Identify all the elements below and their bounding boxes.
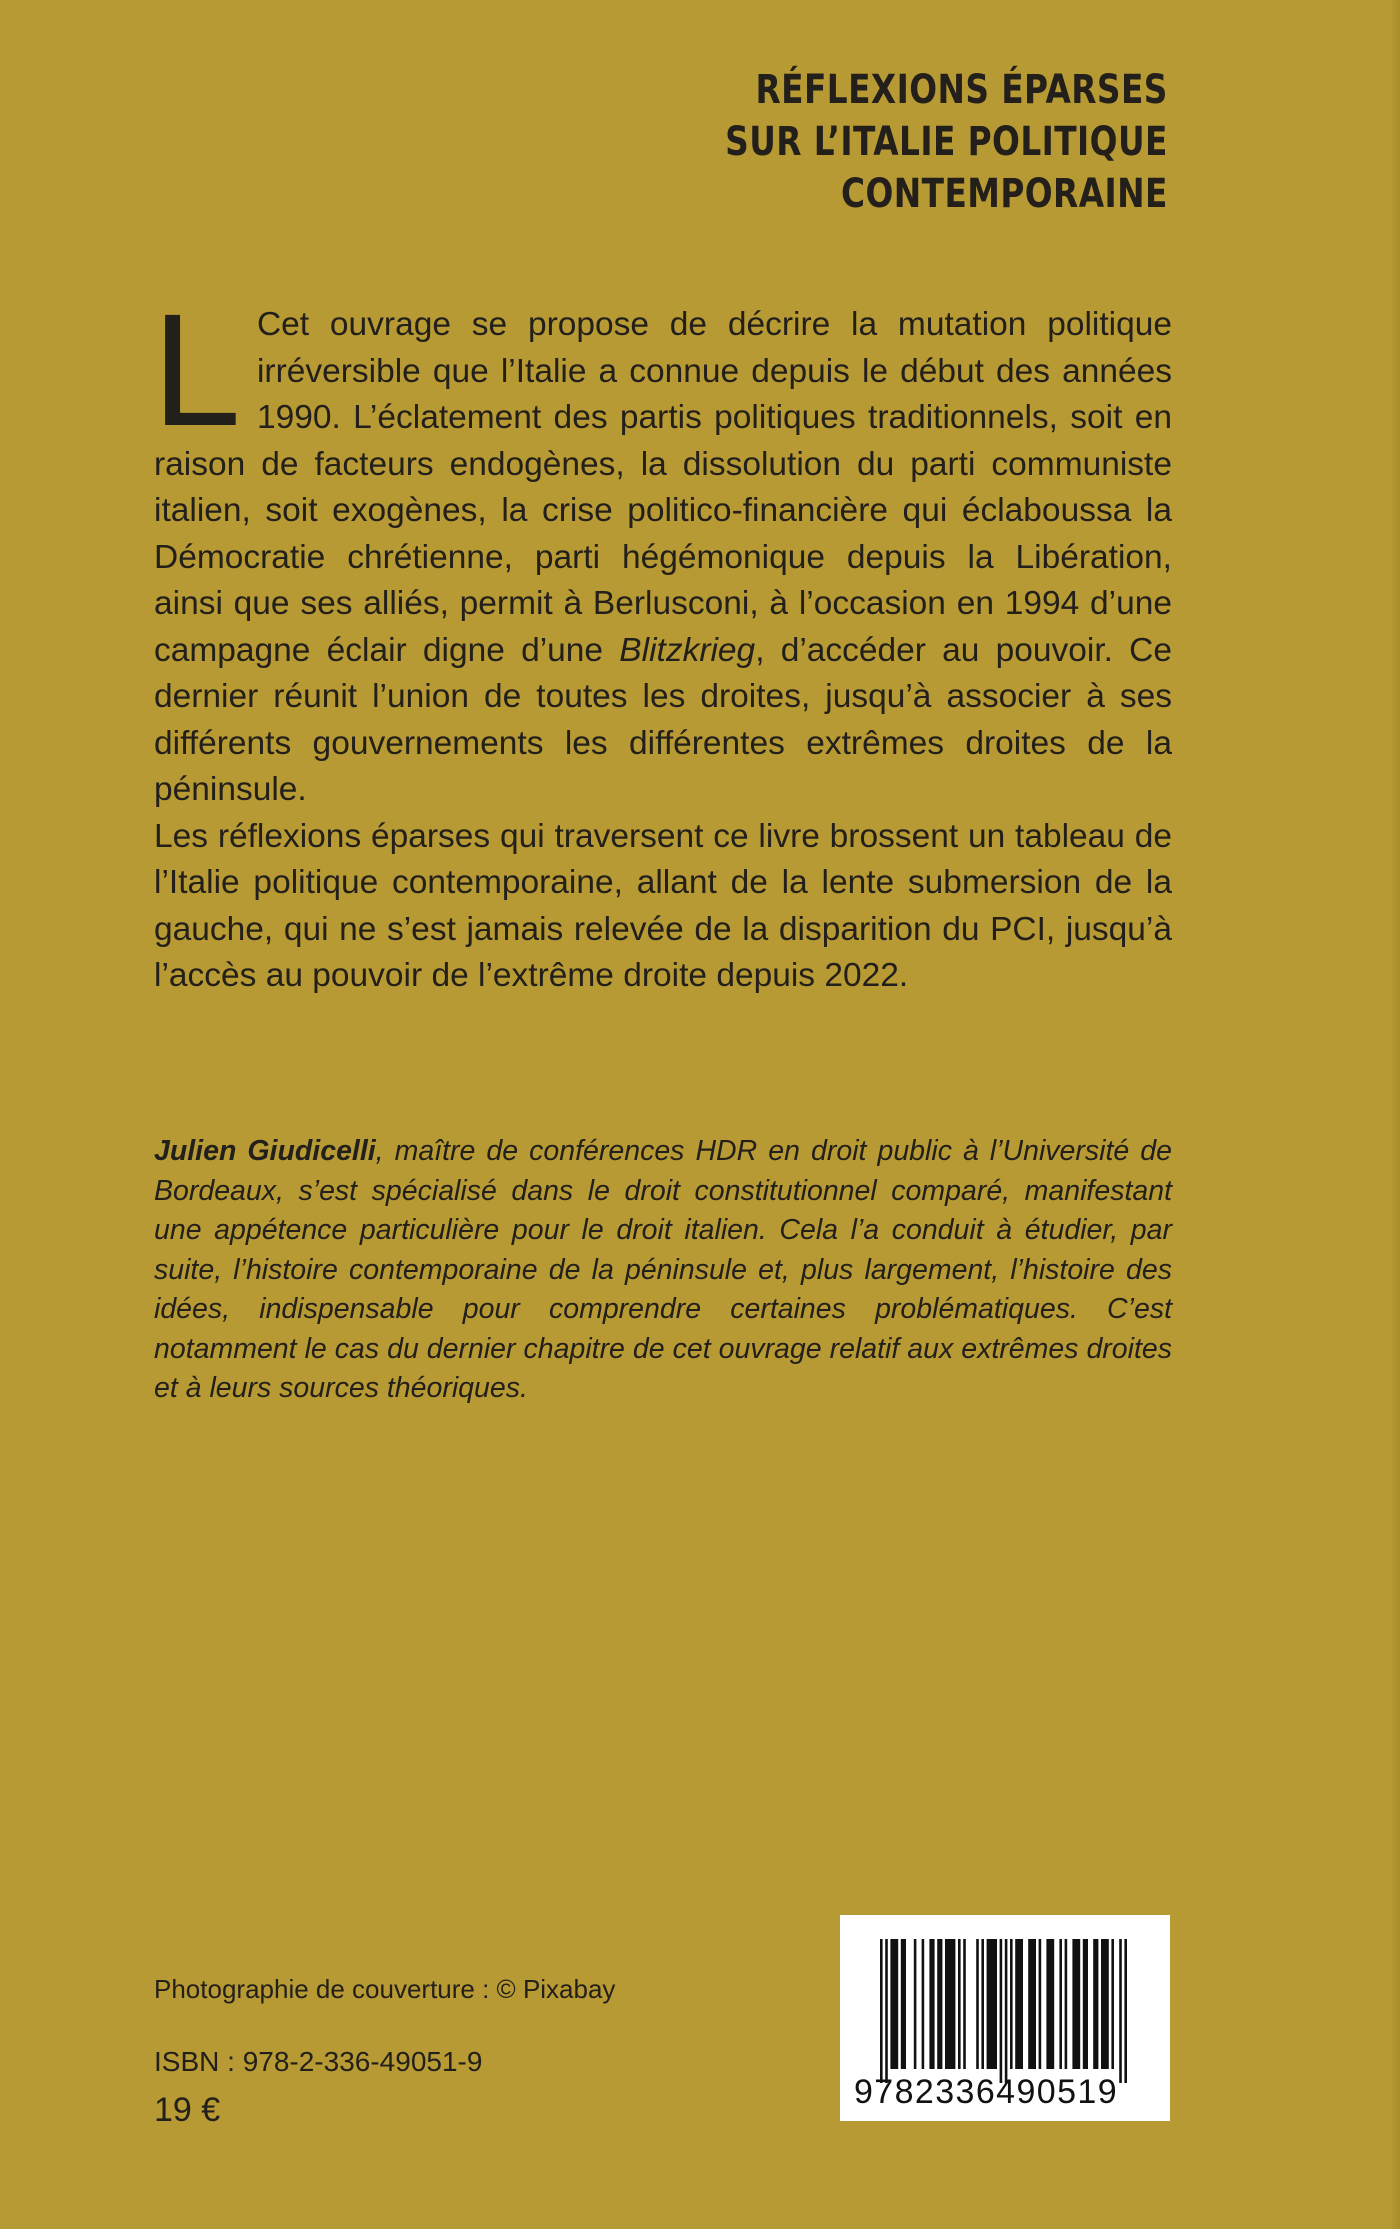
drop-cap: L: [152, 280, 241, 459]
barcode-bar: [1046, 1939, 1054, 2069]
barcode-bar: [1015, 1939, 1023, 2069]
barcode-bar: [1028, 1939, 1036, 2069]
author-bio: [154, 1132, 1172, 1409]
barcode-bar: [1093, 1939, 1098, 2069]
isbn: ISBN : 978-2-336-49051-9: [154, 2046, 483, 2077]
barcode-bar: [914, 1939, 917, 2069]
abstract-text-1: Cet ouvrage se propose de décrire la mutation politique irréversible que l’Italie a connue depuis le début des années 1990. L’éclatement des partis politiques traditionnels, soit en raison de facteurs endogènes, la dissolution du parti communiste italien, soit exogènes, la crise politico-financière qui éclaboussa la Démocratie chrétienne, parti hégémonique depuis la Libération, ainsi que ses alliés, permit à Berlusconi, à l’occasion en 1994 d’une campagne éclair digne d’une: [154, 306, 1172, 669]
author-name: Julien Giudicelli: [154, 1135, 376, 1167]
abstract-paragraph-1: [152, 280, 1172, 814]
barcode-guard-bar: [1124, 1939, 1127, 2083]
barcode-bar: [1010, 1939, 1013, 2069]
barcode-bar: [958, 1939, 961, 2069]
title-line-3: CONTEMPORAINE: [841, 171, 1168, 217]
barcode-bar: [963, 1939, 966, 2069]
barcode-bar: [929, 1939, 934, 2069]
barcode-bar: [1072, 1939, 1080, 2069]
barcode-bar: [1039, 1939, 1042, 2069]
barcode-bar: [901, 1939, 906, 2069]
abstract-italic-term: Blitzkrieg: [619, 631, 756, 669]
abstract-paragraph-2: Les réflexions éparses qui traversent ce livre brossent un tableau de l’Italie politique contemporaine, allant de la lente submersion de la gauche, qui ne s’est jamais relevée de la disparition du PCI, jusqu’à l’accès au pouvoir de l’extrême droite depuis 2022.: [154, 817, 1172, 994]
barcode-bar: [1083, 1939, 1088, 2069]
barcode-bar: [1101, 1939, 1109, 2069]
barcode-guard-bar: [880, 1939, 883, 2083]
barcode-bar: [890, 1939, 898, 2069]
price: 19 €: [154, 2091, 221, 2129]
barcode-bar: [1065, 1939, 1068, 2069]
barcode-bar: [987, 1939, 997, 2069]
barcode-guard-bar: [1119, 1939, 1122, 2083]
abstract: [152, 280, 1172, 1000]
title-line-2: SUR L’ITALIE POLITIQUE: [725, 119, 1168, 165]
book-title: [725, 64, 1168, 220]
barcode: [840, 1915, 1170, 2121]
barcode-guard-bar: [885, 1939, 888, 2083]
barcode-guard-bar: [1005, 1939, 1008, 2083]
barcode-bar: [937, 1939, 942, 2069]
barcode-bar: [976, 1939, 979, 2069]
barcode-digits: 9782336490519: [854, 2073, 1119, 2111]
author-bio-text: , maître de conférences HDR en droit public à l’Université de Bordeaux, s’est spécialisé dans le droit constitutionnel comparé, manifestant une appétence particulière pour le droit italien. Cela l’a conduit à étudier, par suite, l’histoire contemporaine de la péninsule et, plus largement, l’histoire des idées, indispensable pour comprendre certaines problématiques. C’est notamment le cas du dernier chapitre de cet ouvrage relatif aux extrêmes droites et à leurs sources théoriques.: [154, 1135, 1172, 1404]
barcode-bar: [1059, 1939, 1062, 2069]
cover-edge: [1392, 0, 1400, 2229]
barcode-guard-bar: [1000, 1939, 1003, 2083]
title-line-1: RÉFLEXIONS ÉPARSES: [755, 67, 1168, 113]
barcode-bar: [922, 1939, 925, 2069]
barcode-bar: [945, 1939, 955, 2069]
barcode-bar: [1111, 1939, 1114, 2069]
abstract-text-1-end: , d’accéder au pouvoir. Ce dernier réunit l’union de toutes les droites, jusqu’à associer à ses différents gouvernements les différentes extrêmes droites de la péninsule.: [154, 631, 1172, 808]
barcode-bar: [981, 1939, 984, 2069]
photo-credit: Photographie de couverture : © Pixabay: [154, 1974, 616, 2004]
